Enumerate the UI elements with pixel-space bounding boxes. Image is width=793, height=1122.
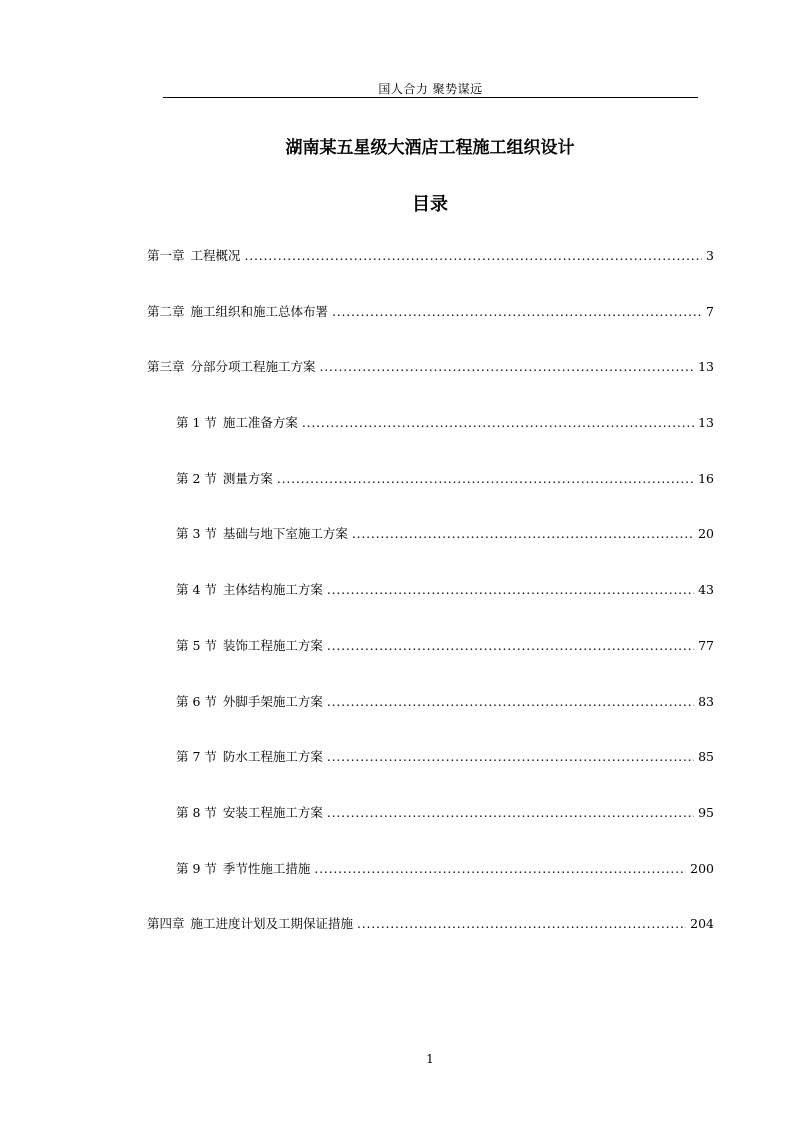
toc-entry[interactable]: [147, 524, 714, 580]
toc-entry-number: 第 4 节: [176, 582, 217, 598]
toc-entry-number: 第 9 节: [176, 860, 217, 876]
toc-entry[interactable]: [147, 636, 714, 692]
toc-dot-leader: [314, 861, 686, 876]
toc-entry-label: 施工进度计划及工期保证措施: [190, 916, 354, 932]
toc-dot-leader: [302, 415, 694, 430]
toc-entry[interactable]: [147, 580, 714, 636]
toc-entry[interactable]: [147, 914, 714, 970]
toc-entry-number: 第二章: [147, 303, 185, 319]
toc-entry-page: 7: [706, 303, 714, 319]
toc-entry-page: 20: [698, 526, 714, 542]
toc-entry-page: 83: [698, 693, 714, 709]
toc-entry-page: 3: [706, 248, 714, 263]
toc-entry[interactable]: [147, 803, 714, 859]
toc-heading: 目录: [412, 194, 448, 215]
toc-entry-number: 第 2 节: [176, 470, 217, 486]
toc-entry-page: 95: [698, 804, 714, 820]
toc-entry[interactable]: [147, 246, 714, 302]
toc-entry-page: 13: [698, 415, 714, 431]
toc-entry-page: 43: [698, 582, 714, 598]
header-divider: [163, 97, 698, 98]
toc-dot-leader: [245, 248, 703, 263]
toc-entry-label: 安装工程施工方案: [222, 804, 323, 820]
page-number: 1: [426, 1052, 434, 1066]
toc-entry-label: 装饰工程施工方案: [222, 637, 323, 653]
toc-dot-leader: [327, 582, 694, 597]
toc-entry-label: 分部分项工程施工方案: [190, 359, 316, 375]
toc-entry[interactable]: [147, 747, 714, 803]
toc-dot-leader: [277, 471, 694, 486]
toc-entry[interactable]: [147, 469, 714, 525]
toc-entry[interactable]: [147, 692, 714, 748]
toc-entry-label: 施工准备方案: [222, 415, 298, 431]
toc-entry-page: 13: [698, 359, 714, 375]
toc-entry-page: 77: [698, 637, 714, 653]
toc-entry-label: 工程概况: [190, 248, 241, 263]
toc-entry[interactable]: [147, 302, 714, 358]
toc-entry-page: 16: [698, 470, 714, 486]
toc-entry-label: 主体结构施工方案: [222, 582, 323, 598]
toc-dot-leader: [352, 526, 694, 541]
toc-entry[interactable]: [147, 859, 714, 915]
toc-entry-label: 外脚手架施工方案: [222, 693, 323, 709]
toc-entry[interactable]: [147, 357, 714, 413]
toc-dot-leader: [357, 916, 686, 931]
toc-entry-number: 第 7 节: [176, 749, 217, 765]
document-title: 湖南某五星级大酒店工程施工组织设计: [285, 138, 575, 158]
toc-entry-label: 季节性施工措施: [222, 860, 311, 876]
toc-entry[interactable]: [147, 413, 714, 469]
toc-dot-leader: [320, 359, 695, 374]
toc-entry-page: 204: [690, 916, 714, 932]
toc-entry-number: 第 3 节: [176, 526, 217, 542]
toc-entry-label: 防水工程施工方案: [222, 749, 323, 765]
toc-entry-page: 200: [690, 860, 714, 876]
toc-entry-number: 第一章: [147, 248, 185, 263]
toc-dot-leader: [327, 805, 694, 820]
toc-entry-page: 85: [698, 749, 714, 765]
toc-dot-leader: [327, 638, 694, 653]
toc-entry-label: 施工组织和施工总体布署: [190, 303, 329, 319]
toc-entry-number: 第 1 节: [176, 415, 217, 431]
toc-entry-number: 第四章: [147, 916, 185, 932]
toc-dot-leader: [327, 694, 694, 709]
toc-dot-leader: [327, 749, 694, 764]
page-header: 国人合力 聚势谋远: [378, 82, 483, 96]
toc-dot-leader: [332, 304, 702, 319]
toc-entry-number: 第 5 节: [176, 637, 217, 653]
toc-entry-number: 第 8 节: [176, 804, 217, 820]
toc-entry-label: 测量方案: [222, 470, 273, 486]
toc-entry-number: 第 6 节: [176, 693, 217, 709]
table-of-contents: [147, 246, 714, 970]
toc-entry-number: 第三章: [147, 359, 185, 375]
toc-entry-label: 基础与地下室施工方案: [222, 526, 348, 542]
